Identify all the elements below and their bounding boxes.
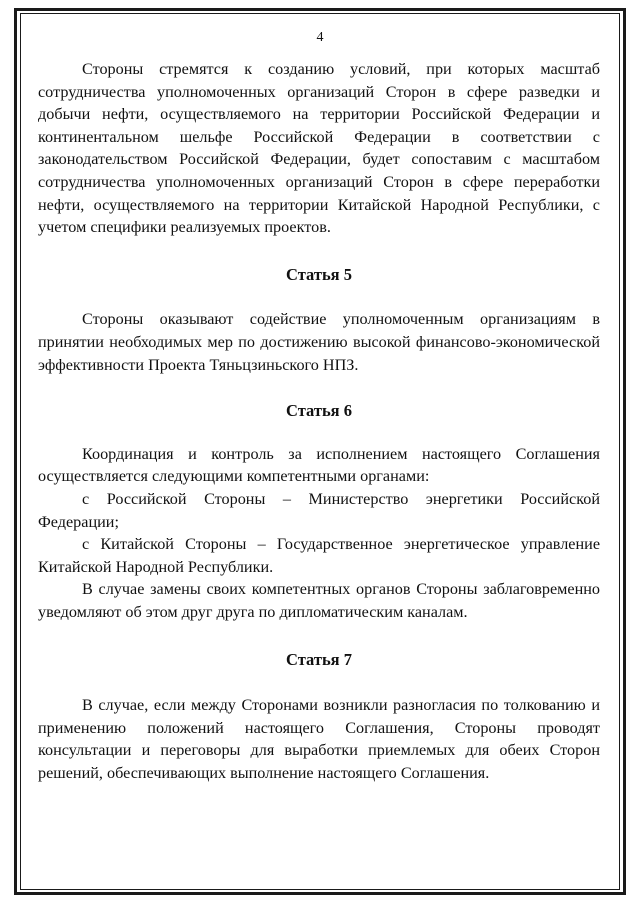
document-body <box>38 58 600 784</box>
paragraph-chinese-side: с Китайской Стороны – Государственное энергетическое управление Китайской Народной Республики. <box>38 535 600 576</box>
heading-article-5: Статья 5 <box>286 264 352 284</box>
paragraph-coordination: Координация и контроль за исполнением настоящего Соглашения осуществляется следующими компетентными органами: <box>38 444 600 486</box>
heading-article-6: Статья 6 <box>286 401 352 421</box>
paragraph-replacement: В случае замены своих компетентных органов Стороны заблаговременно уведомляют об этом друг друга по дипломатическим каналам. <box>38 580 600 621</box>
paragraph-disputes: В случае, если между Сторонами возникли разногласия по толкованию и применению положений настоящего Соглашения, Стороны проводят консультации и переговоры для выработки приемлемых для обеих Сторон решений, обеспечивающих выполнение настоящего Соглашения. <box>38 696 600 782</box>
page-number: 4 <box>316 30 324 45</box>
paragraph-russian-side: с Российской Стороны – Министерство энергетики Российской Федерации; <box>38 489 600 531</box>
paragraph-conditions: Стороны стремятся к созданию условий, при которых масштаб сотрудничества уполномоченных организаций Сторон в сфере разведки и добычи нефти, осуществляемого на территории Российской Федерации и континентальном шельфе Российской Федерации в соответствии с законодательством Российской Федерации, будет сопоставим с масштабом сотрудничества уполномоченных организаций Сторон в сфере переработки нефти, осуществляемого на территории Китайской Народной Республики, с учетом специфики реализуемых проектов. <box>38 60 600 237</box>
paragraph-assistance: Стороны оказывают содействие уполномоченным организациям в принятии необходимых мер по достижению высокой финансово-экономической эффективности Проекта Тяньцзиньского НПЗ. <box>38 310 600 374</box>
heading-article-7: Статья 7 <box>286 650 352 670</box>
